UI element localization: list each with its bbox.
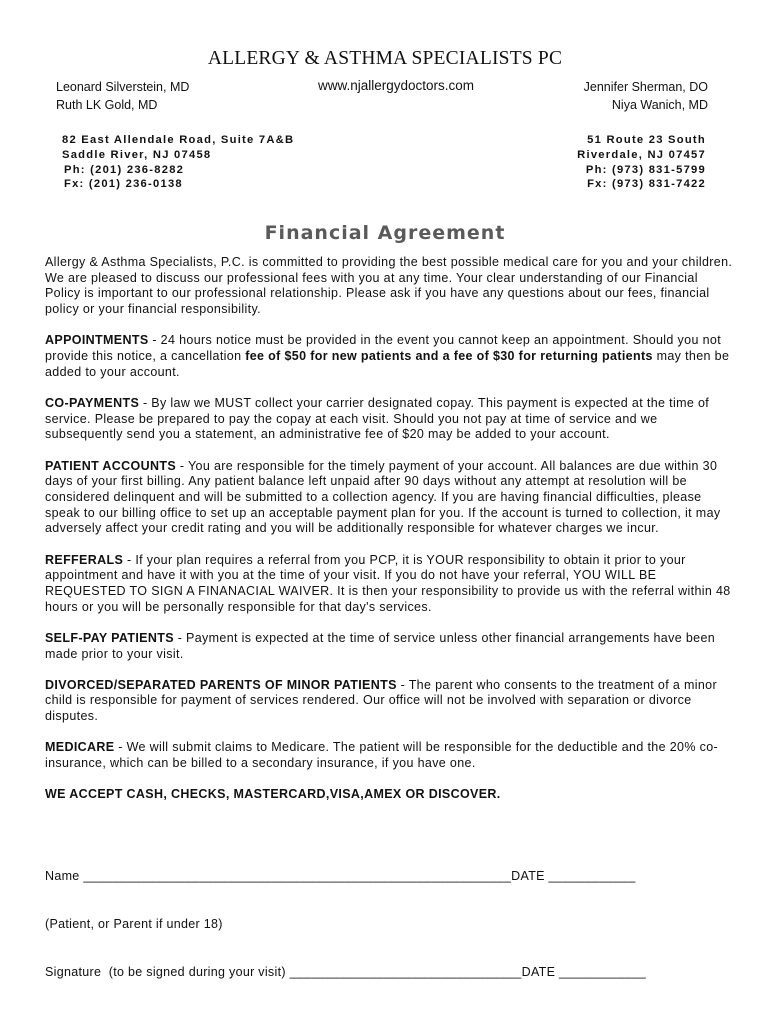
name-note: (Patient, or Parent if under 18): [45, 917, 223, 931]
referrals-section: [45, 553, 735, 616]
address-line: 82 East Allendale Road, Suite 7A&B: [62, 134, 295, 146]
section-text: - 24 hours notice must be provided in the event you cannot keep an appointment. Should you not provide this notice, a cancellation: [45, 333, 722, 364]
section-text: may then be added to your account.: [45, 349, 730, 379]
self-pay-section: [45, 631, 735, 662]
doctor-name: Ruth LK Gold, MD: [56, 98, 158, 112]
website-link[interactable]: www.njallergydoctors.com: [317, 78, 475, 93]
signature-date-field[interactable]: Signature (to be signed during your visit) ________________________________DATE ____________: [45, 965, 647, 979]
medicare-section: [45, 740, 735, 771]
section-text: - By law we MUST collect your carrier designated copay. This payment is expected at the time of service. Please be prepared to pay the copay at each visit. Should you not pay at time of service and we subsequently send you a statement, an administrative fee of $20 may be added to your account.: [45, 395, 710, 442]
section-heading: CO-PAYMENTS: [45, 395, 140, 410]
fax-line: Fx: (201) 236-0138: [64, 178, 183, 191]
divorced-parents-section: [45, 678, 735, 725]
intro-paragraph: Allergy & Asthma Specialists, P.C. is committed to providing the best possible medical care for you and your children. We are pleased to discuss our professional fees with you at any time. Your clear understanding of our Financial Policy is important to our professional relationship. Please ask if you have any questions about our fees, financial policy or your financial responsibility.: [45, 255, 733, 317]
agreement-body: [45, 255, 735, 818]
address-line: Saddle River, NJ 07458: [62, 148, 212, 161]
name-date-field[interactable]: Name ___________________________________________________________DATE ____________: [45, 869, 636, 883]
section-heading: APPOINTMENTS: [45, 333, 149, 348]
phone-line: Ph: (201) 236-8282: [64, 163, 185, 176]
appointments-section: [45, 333, 735, 380]
payment-methods-text: WE ACCEPT CASH, CHECKS, MASTERCARD,VISA,AMEX OR DISCOVER.: [45, 787, 501, 802]
section-text: - If your plan requires a referral from you PCP, it is YOUR responsibility to obtain it prior to your appointment and have it with you at the time of your visit. If you do not have your referral, YOU WILL BE REQUESTED TO SIGN A FINANACIAL WAIVER. It is then your responsibility to provide us with the referral within 48 hours or you will be personally responsible for that day's services.: [45, 552, 731, 614]
doctor-name: Jennifer Sherman, DO: [583, 80, 708, 94]
fax-line: Fx: (973) 831-7422: [587, 178, 706, 191]
section-text: - The parent who consents to the treatment of a minor child is responsible for payment of services rendered. Our office will not be involved with separation or divorce disputes.: [45, 677, 717, 724]
copayments-section: [45, 396, 735, 443]
address-line: 51 Route 23 South: [587, 134, 706, 146]
section-text: - We will submit claims to Medicare. The patient will be responsible for the deductible and the 20% co-insurance, which can be billed to a secondary insurance, if you have one.: [45, 740, 719, 771]
practice-name: ALLERGY & ASTHMA SPECIALISTS PC: [207, 48, 563, 69]
phone-line: Ph: (973) 831-5799: [585, 163, 706, 176]
document-title: Financial Agreement: [264, 222, 506, 244]
section-heading: DIVORCED/SEPARATED PARENTS OF MINOR PATIENTS: [45, 677, 397, 692]
section-heading: PATIENT ACCOUNTS: [45, 458, 177, 473]
doctor-name: Niya Wanich, MD: [611, 98, 708, 112]
address-line: Riverdale, NJ 07457: [577, 148, 706, 161]
section-heading: MEDICARE: [45, 740, 115, 755]
doctor-name: Leonard Silverstein, MD: [56, 80, 190, 94]
payment-methods: [45, 787, 735, 803]
patient-accounts-section: [45, 459, 735, 538]
doctors-right: [584, 78, 708, 114]
cancellation-fees: fee of $50 for new patients and a fee of $30 for returning patients: [245, 349, 653, 364]
section-heading: REFFERALS: [45, 552, 124, 567]
signature-block: [45, 836, 745, 996]
section-text: - You are responsible for the timely payment of your account. All balances are due within 30 days of your first billing. Any patient balance left unpaid after 90 days without any attempt at resolution will be considered delinquent and will be submitted to a collection agency. If you are having financial difficulties, please speak to our billing office to set up an acceptable payment plan for you. If the account is turned to collection, it may adversely affect your credit rating and you will be additionally responsible for whatever charges we incur.: [45, 458, 721, 536]
office-address-saddle-river: [62, 133, 294, 192]
section-heading: SELF-PAY PATIENTS: [45, 630, 174, 645]
office-address-riverdale: [577, 133, 706, 192]
section-text: - Payment is expected at the time of service unless other financial arrangements have been made prior to your visit.: [45, 630, 716, 661]
